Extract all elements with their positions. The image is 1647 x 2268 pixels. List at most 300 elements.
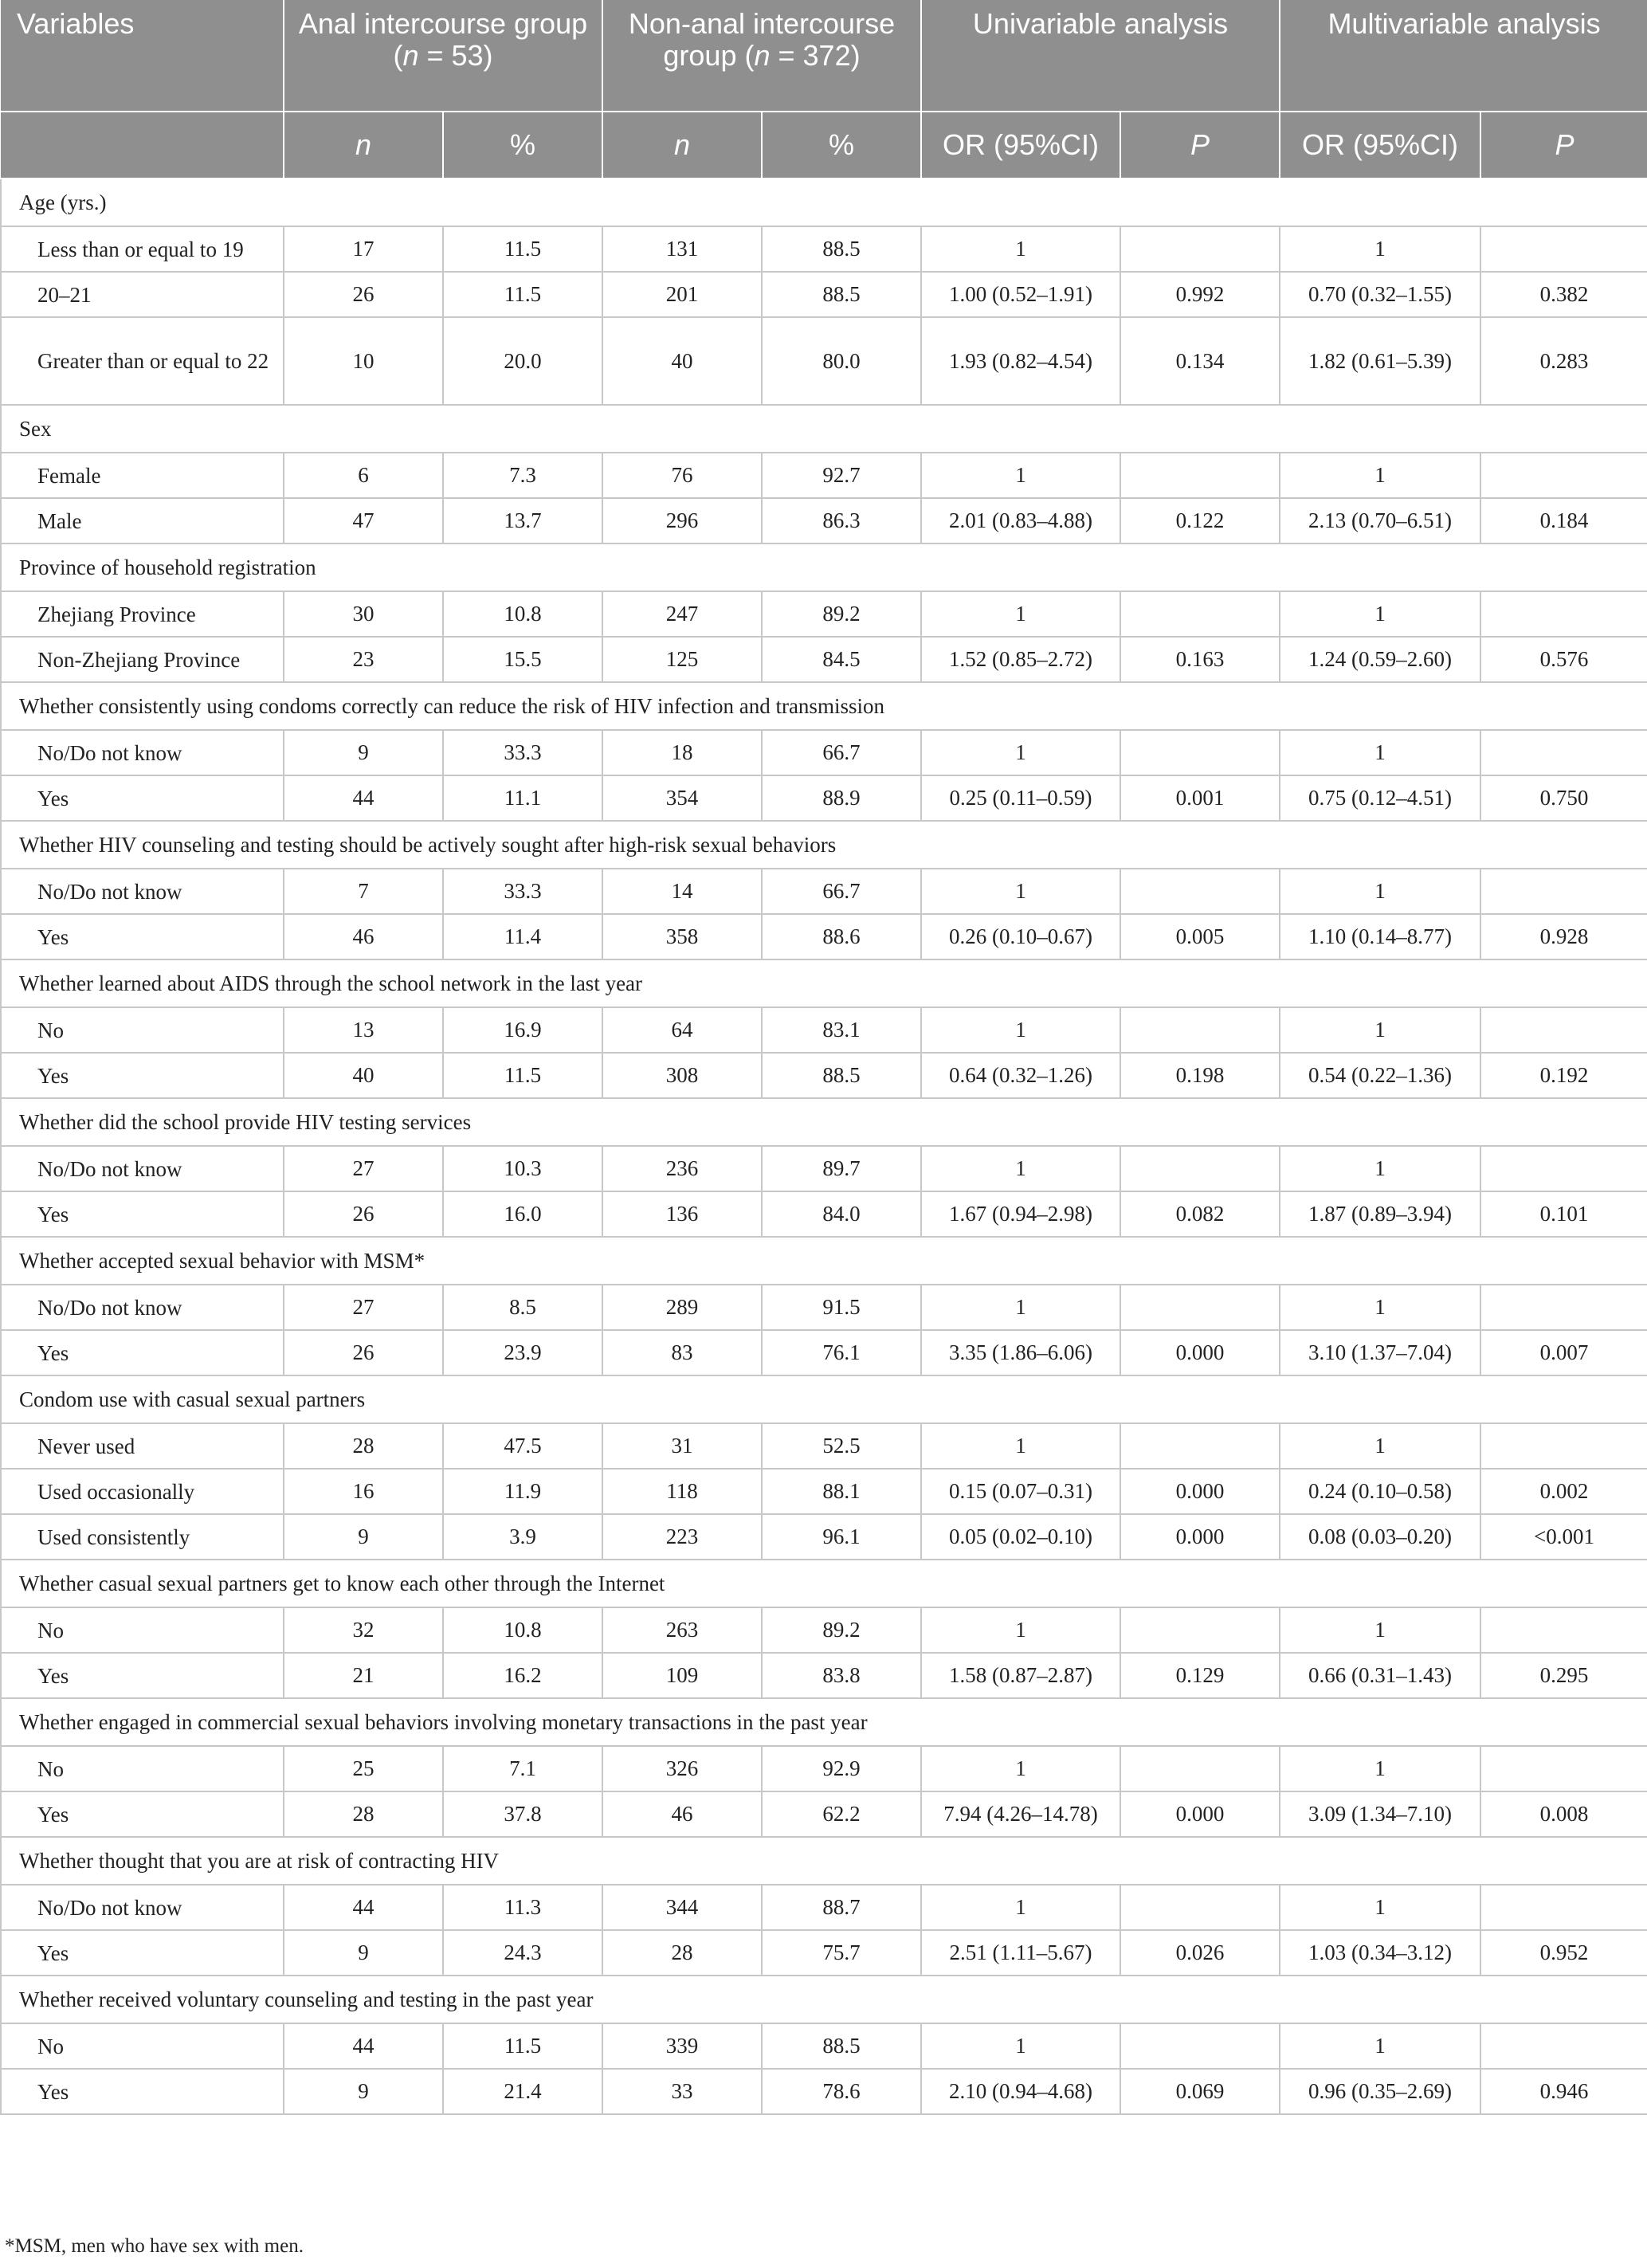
non-anal-pct-cell: 80.0 [762,317,921,405]
non-anal-pct-cell: 83.8 [762,1653,921,1698]
uni-or-cell: 0.64 (0.32–1.26) [921,1053,1120,1098]
non-anal-n-cell: 109 [602,1653,762,1698]
multi-or-cell: 0.66 (0.31–1.43) [1280,1653,1480,1698]
non-anal-pct-cell: 84.0 [762,1191,921,1237]
uni-or-cell: 3.35 (1.86–6.06) [921,1330,1120,1375]
anal-n-cell: 17 [284,226,443,272]
anal-pct-cell: 10.3 [443,1146,602,1191]
variable-cell: Greater than or equal to 22 [1,317,284,405]
anal-n-cell: 28 [284,1791,443,1837]
non-anal-pct-cell: 86.3 [762,498,921,543]
anal-n-cell: 32 [284,1607,443,1653]
table-row [1,1791,1647,1837]
variable-cell: Used occasionally [1,1469,284,1514]
multi-p-cell [1480,869,1647,914]
variable-cell: Yes [1,775,284,821]
table-footnote: *MSM, men who have sex with men. [5,2235,304,2257]
variable-cell: No/Do not know [1,1885,284,1930]
variable-cell: No/Do not know [1,1285,284,1330]
non-anal-n-cell: 223 [602,1514,762,1560]
multi-or-cell: 1 [1280,1746,1480,1791]
anal-n-cell: 44 [284,2023,443,2069]
table-row [1,1514,1647,1560]
uni-p-cell: 0.129 [1120,1653,1280,1698]
non-anal-n-cell: 18 [602,730,762,775]
variable-cell: No [1,2023,284,2069]
multi-p-cell: 0.952 [1480,1930,1647,1976]
header-multivariable: Multivariable analysis [1280,0,1647,112]
header-variables: Variables [1,0,284,112]
table-row [1,1330,1647,1375]
anal-pct-cell: 24.3 [443,1930,602,1976]
variable-cell: Yes [1,1930,284,1976]
variable-cell: Less than or equal to 19 [1,226,284,272]
multi-p-cell: 0.928 [1480,914,1647,959]
multi-or-cell: 0.75 (0.12–4.51) [1280,775,1480,821]
non-anal-pct-cell: 92.7 [762,453,921,498]
non-anal-n-cell: 28 [602,1930,762,1976]
non-anal-n-cell: 33 [602,2069,762,2114]
variable-cell: Yes [1,1653,284,1698]
anal-pct-cell: 47.5 [443,1423,602,1469]
anal-n-cell: 9 [284,730,443,775]
non-anal-n-cell: 326 [602,1746,762,1791]
header-univariable: Univariable analysis [921,0,1280,112]
anal-pct-cell: 20.0 [443,317,602,405]
uni-or-cell: 1 [921,1007,1120,1053]
uni-p-cell [1120,226,1280,272]
anal-pct-cell: 11.3 [443,1885,602,1930]
anal-n-cell: 26 [284,1191,443,1237]
table-row [1,775,1647,821]
multi-p-cell: <0.001 [1480,1514,1647,1560]
uni-or-cell: 1 [921,869,1120,914]
multi-or-cell: 1 [1280,1423,1480,1469]
uni-or-cell: 1 [921,730,1120,775]
non-anal-n-cell: 131 [602,226,762,272]
category-row [1,1237,1647,1285]
anal-n-cell: 27 [284,1146,443,1191]
uni-p-cell [1120,1423,1280,1469]
uni-or-cell: 0.05 (0.02–0.10) [921,1514,1120,1560]
table-row [1,1469,1647,1514]
multi-p-cell [1480,1885,1647,1930]
non-anal-pct-cell: 78.6 [762,2069,921,2114]
uni-or-cell: 1.67 (0.94–2.98) [921,1191,1120,1237]
multi-or-cell: 0.54 (0.22–1.36) [1280,1053,1480,1098]
uni-p-cell [1120,1146,1280,1191]
multi-p-cell [1480,2023,1647,2069]
non-anal-n-cell: 308 [602,1053,762,1098]
non-anal-n-cell: 31 [602,1423,762,1469]
non-anal-pct-cell: 91.5 [762,1285,921,1330]
non-anal-n-cell: 289 [602,1285,762,1330]
uni-p-cell: 0.122 [1120,498,1280,543]
multi-or-cell: 1 [1280,1607,1480,1653]
multi-p-cell: 0.007 [1480,1330,1647,1375]
variable-cell: Female [1,453,284,498]
anal-pct-cell: 7.3 [443,453,602,498]
multi-p-cell [1480,1423,1647,1469]
uni-p-cell [1120,1746,1280,1791]
uni-or-cell: 1 [921,1146,1120,1191]
header-sub-n1: n [284,112,443,179]
anal-n-cell: 9 [284,1514,443,1560]
category-row [1,543,1647,591]
anal-n-cell: 47 [284,498,443,543]
multi-or-cell: 1 [1280,1007,1480,1053]
multi-p-cell [1480,453,1647,498]
table-row [1,453,1647,498]
non-anal-n-cell: 125 [602,637,762,682]
anal-pct-cell: 23.9 [443,1330,602,1375]
variable-cell: No/Do not know [1,730,284,775]
uni-p-cell [1120,869,1280,914]
category-label: Sex [1,405,1647,453]
table-body [1,179,1647,2114]
anal-pct-cell: 16.9 [443,1007,602,1053]
multi-p-cell: 0.002 [1480,1469,1647,1514]
multi-or-cell: 1 [1280,226,1480,272]
non-anal-pct-cell: 88.5 [762,2023,921,2069]
non-anal-pct-cell: 88.6 [762,914,921,959]
uni-p-cell: 0.163 [1120,637,1280,682]
anal-n-cell: 10 [284,317,443,405]
variable-cell: No/Do not know [1,869,284,914]
anal-pct-cell: 3.9 [443,1514,602,1560]
multi-p-cell: 0.184 [1480,498,1647,543]
header-non-anal-group: Non-anal intercourse group (n = 372) [602,0,921,112]
table-row [1,1053,1647,1098]
table-row [1,1423,1647,1469]
uni-or-cell: 1.93 (0.82–4.54) [921,317,1120,405]
multi-or-cell: 0.70 (0.32–1.55) [1280,272,1480,317]
anal-n-cell: 23 [284,637,443,682]
table-row [1,869,1647,914]
uni-or-cell: 1 [921,226,1120,272]
category-label: Whether consistently using condoms correctly can reduce the risk of HIV infection and transmission [1,682,1647,730]
header-sub-or-uni: OR (95%CI) [921,112,1120,179]
table-row [1,1607,1647,1653]
uni-or-cell: 1 [921,1423,1120,1469]
uni-p-cell: 0.000 [1120,1469,1280,1514]
anal-pct-cell: 16.0 [443,1191,602,1237]
variable-cell: 20–21 [1,272,284,317]
header-sub-pct1: % [443,112,602,179]
anal-n-cell: 27 [284,1285,443,1330]
variable-cell: Yes [1,1791,284,1837]
table-row [1,637,1647,682]
category-label: Age (yrs.) [1,179,1647,226]
multi-or-cell: 1 [1280,1285,1480,1330]
anal-pct-cell: 8.5 [443,1285,602,1330]
non-anal-n-cell: 236 [602,1146,762,1191]
anal-pct-cell: 33.3 [443,869,602,914]
variable-cell: Yes [1,914,284,959]
uni-p-cell: 0.026 [1120,1930,1280,1976]
multi-or-cell: 1 [1280,2023,1480,2069]
category-label: Whether thought that you are at risk of contracting HIV [1,1837,1647,1885]
uni-p-cell: 0.001 [1120,775,1280,821]
category-row [1,1375,1647,1423]
table-row [1,317,1647,405]
table-row [1,1653,1647,1698]
variable-cell: No [1,1007,284,1053]
uni-p-cell [1120,2023,1280,2069]
anal-n-cell: 44 [284,1885,443,1930]
table-row [1,498,1647,543]
uni-or-cell: 0.15 (0.07–0.31) [921,1469,1120,1514]
variable-cell: No [1,1746,284,1791]
anal-pct-cell: 15.5 [443,637,602,682]
non-anal-n-cell: 263 [602,1607,762,1653]
multi-or-cell: 0.96 (0.35–2.69) [1280,2069,1480,2114]
multi-or-cell: 1.24 (0.59–2.60) [1280,637,1480,682]
multi-p-cell [1480,1007,1647,1053]
anal-pct-cell: 21.4 [443,2069,602,2114]
anal-n-cell: 9 [284,1930,443,1976]
variable-cell: Yes [1,1191,284,1237]
uni-p-cell: 0.005 [1120,914,1280,959]
anal-pct-cell: 11.4 [443,914,602,959]
multi-p-cell: 0.283 [1480,317,1647,405]
non-anal-pct-cell: 92.9 [762,1746,921,1791]
category-row [1,1098,1647,1146]
anal-pct-cell: 11.1 [443,775,602,821]
category-row [1,959,1647,1007]
header-sub-or-multi: OR (95%CI) [1280,112,1480,179]
non-anal-pct-cell: 88.7 [762,1885,921,1930]
anal-pct-cell: 33.3 [443,730,602,775]
multi-p-cell: 0.382 [1480,272,1647,317]
non-anal-pct-cell: 89.2 [762,1607,921,1653]
anal-n-cell: 28 [284,1423,443,1469]
multi-p-cell [1480,1285,1647,1330]
anal-pct-cell: 11.5 [443,226,602,272]
table-row [1,1930,1647,1976]
category-row [1,405,1647,453]
non-anal-pct-cell: 76.1 [762,1330,921,1375]
category-row [1,1698,1647,1746]
category-label: Whether learned about AIDS through the school network in the last year [1,959,1647,1007]
uni-or-cell: 1.00 (0.52–1.91) [921,272,1120,317]
multi-or-cell: 1.10 (0.14–8.77) [1280,914,1480,959]
category-row [1,1976,1647,2023]
non-anal-pct-cell: 66.7 [762,730,921,775]
variable-cell: Zhejiang Province [1,591,284,637]
uni-or-cell: 1.52 (0.85–2.72) [921,637,1120,682]
non-anal-pct-cell: 52.5 [762,1423,921,1469]
multi-or-cell: 1.82 (0.61–5.39) [1280,317,1480,405]
table-row [1,1146,1647,1191]
anal-n-cell: 44 [284,775,443,821]
uni-or-cell: 1 [921,1607,1120,1653]
non-anal-pct-cell: 89.7 [762,1146,921,1191]
non-anal-n-cell: 201 [602,272,762,317]
anal-n-cell: 9 [284,2069,443,2114]
multi-p-cell [1480,1746,1647,1791]
anal-n-cell: 7 [284,869,443,914]
table-header [1,0,1647,179]
anal-pct-cell: 10.8 [443,591,602,637]
table-row [1,272,1647,317]
non-anal-pct-cell: 62.2 [762,1791,921,1837]
table-row [1,1191,1647,1237]
multi-or-cell: 3.10 (1.37–7.04) [1280,1330,1480,1375]
non-anal-pct-cell: 88.1 [762,1469,921,1514]
table-row [1,1007,1647,1053]
non-anal-n-cell: 358 [602,914,762,959]
non-anal-pct-cell: 88.9 [762,775,921,821]
anal-pct-cell: 10.8 [443,1607,602,1653]
anal-pct-cell: 37.8 [443,1791,602,1837]
anal-pct-cell: 13.7 [443,498,602,543]
non-anal-n-cell: 40 [602,317,762,405]
multi-p-cell [1480,1146,1647,1191]
multi-or-cell: 2.13 (0.70–6.51) [1280,498,1480,543]
variable-cell: No [1,1607,284,1653]
multi-p-cell: 0.008 [1480,1791,1647,1837]
multi-or-cell: 1.03 (0.34–3.12) [1280,1930,1480,1976]
anal-n-cell: 40 [284,1053,443,1098]
uni-p-cell [1120,1007,1280,1053]
header-sub-blank [1,112,284,179]
variable-cell: Used consistently [1,1514,284,1560]
non-anal-pct-cell: 88.5 [762,272,921,317]
uni-or-cell: 2.01 (0.83–4.88) [921,498,1120,543]
non-anal-pct-cell: 89.2 [762,591,921,637]
uni-p-cell: 0.198 [1120,1053,1280,1098]
table-row [1,226,1647,272]
non-anal-n-cell: 296 [602,498,762,543]
uni-or-cell: 1.58 (0.87–2.87) [921,1653,1120,1698]
variable-cell: Yes [1,2069,284,2114]
uni-p-cell: 0.069 [1120,2069,1280,2114]
multi-or-cell: 1 [1280,591,1480,637]
multi-p-cell: 0.101 [1480,1191,1647,1237]
uni-p-cell: 0.082 [1120,1191,1280,1237]
uni-p-cell: 0.000 [1120,1330,1280,1375]
variable-cell: Non-Zhejiang Province [1,637,284,682]
variable-cell: Yes [1,1053,284,1098]
anal-pct-cell: 11.5 [443,2023,602,2069]
anal-n-cell: 21 [284,1653,443,1698]
multi-or-cell: 1 [1280,869,1480,914]
multi-p-cell: 0.192 [1480,1053,1647,1098]
uni-p-cell: 0.134 [1120,317,1280,405]
variable-cell: Male [1,498,284,543]
table-row [1,2069,1647,2114]
non-anal-pct-cell: 88.5 [762,1053,921,1098]
multi-p-cell [1480,730,1647,775]
multi-or-cell: 0.08 (0.03–0.20) [1280,1514,1480,1560]
uni-p-cell [1120,730,1280,775]
uni-or-cell: 1 [921,1746,1120,1791]
non-anal-n-cell: 46 [602,1791,762,1837]
multi-or-cell: 3.09 (1.34–7.10) [1280,1791,1480,1837]
non-anal-pct-cell: 96.1 [762,1514,921,1560]
non-anal-pct-cell: 88.5 [762,226,921,272]
multi-or-cell: 0.24 (0.10–0.58) [1280,1469,1480,1514]
non-anal-n-cell: 136 [602,1191,762,1237]
non-anal-n-cell: 339 [602,2023,762,2069]
uni-or-cell: 1 [921,453,1120,498]
multi-p-cell: 0.295 [1480,1653,1647,1698]
uni-p-cell [1120,453,1280,498]
anal-n-cell: 6 [284,453,443,498]
table-row [1,2023,1647,2069]
uni-or-cell: 2.51 (1.11–5.67) [921,1930,1120,1976]
variable-cell: Yes [1,1330,284,1375]
multi-p-cell [1480,226,1647,272]
category-row [1,179,1647,226]
category-label: Province of household registration [1,543,1647,591]
uni-p-cell [1120,1885,1280,1930]
multi-or-cell: 1.87 (0.89–3.94) [1280,1191,1480,1237]
uni-p-cell: 0.000 [1120,1514,1280,1560]
anal-n-cell: 13 [284,1007,443,1053]
uni-p-cell: 0.000 [1120,1791,1280,1837]
category-label: Whether engaged in commercial sexual behaviors involving monetary transactions in the past year [1,1698,1647,1746]
header-sub-p-uni: P [1120,112,1280,179]
non-anal-pct-cell: 84.5 [762,637,921,682]
table-row [1,730,1647,775]
category-row [1,821,1647,869]
category-row [1,1560,1647,1607]
non-anal-n-cell: 354 [602,775,762,821]
non-anal-pct-cell: 75.7 [762,1930,921,1976]
uni-or-cell: 2.10 (0.94–4.68) [921,2069,1120,2114]
non-anal-pct-cell: 83.1 [762,1007,921,1053]
category-label: Whether casual sexual partners get to know each other through the Internet [1,1560,1647,1607]
uni-p-cell [1120,591,1280,637]
multi-or-cell: 1 [1280,453,1480,498]
header-sub-p-multi: P [1480,112,1647,179]
multi-p-cell: 0.750 [1480,775,1647,821]
multi-or-cell: 1 [1280,1146,1480,1191]
uni-p-cell [1120,1607,1280,1653]
uni-or-cell: 1 [921,2023,1120,2069]
multi-p-cell [1480,1607,1647,1653]
non-anal-n-cell: 76 [602,453,762,498]
table-row [1,1885,1647,1930]
multi-or-cell: 1 [1280,730,1480,775]
anal-n-cell: 25 [284,1746,443,1791]
anal-n-cell: 46 [284,914,443,959]
header-sub-pct2: % [762,112,921,179]
uni-or-cell: 0.25 (0.11–0.59) [921,775,1120,821]
multi-or-cell: 1 [1280,1885,1480,1930]
anal-pct-cell: 11.5 [443,1053,602,1098]
category-label: Whether accepted sexual behavior with MSM* [1,1237,1647,1285]
multi-p-cell [1480,591,1647,637]
non-anal-pct-cell: 66.7 [762,869,921,914]
anal-n-cell: 30 [284,591,443,637]
category-row [1,682,1647,730]
table-row [1,591,1647,637]
non-anal-n-cell: 64 [602,1007,762,1053]
non-anal-n-cell: 83 [602,1330,762,1375]
table-row [1,914,1647,959]
non-anal-n-cell: 344 [602,1885,762,1930]
header-anal-group: Anal intercourse group (n = 53) [284,0,602,112]
variable-cell: No/Do not know [1,1146,284,1191]
anal-pct-cell: 11.5 [443,272,602,317]
multi-p-cell: 0.946 [1480,2069,1647,2114]
non-anal-n-cell: 118 [602,1469,762,1514]
uni-p-cell [1120,1285,1280,1330]
anal-n-cell: 16 [284,1469,443,1514]
